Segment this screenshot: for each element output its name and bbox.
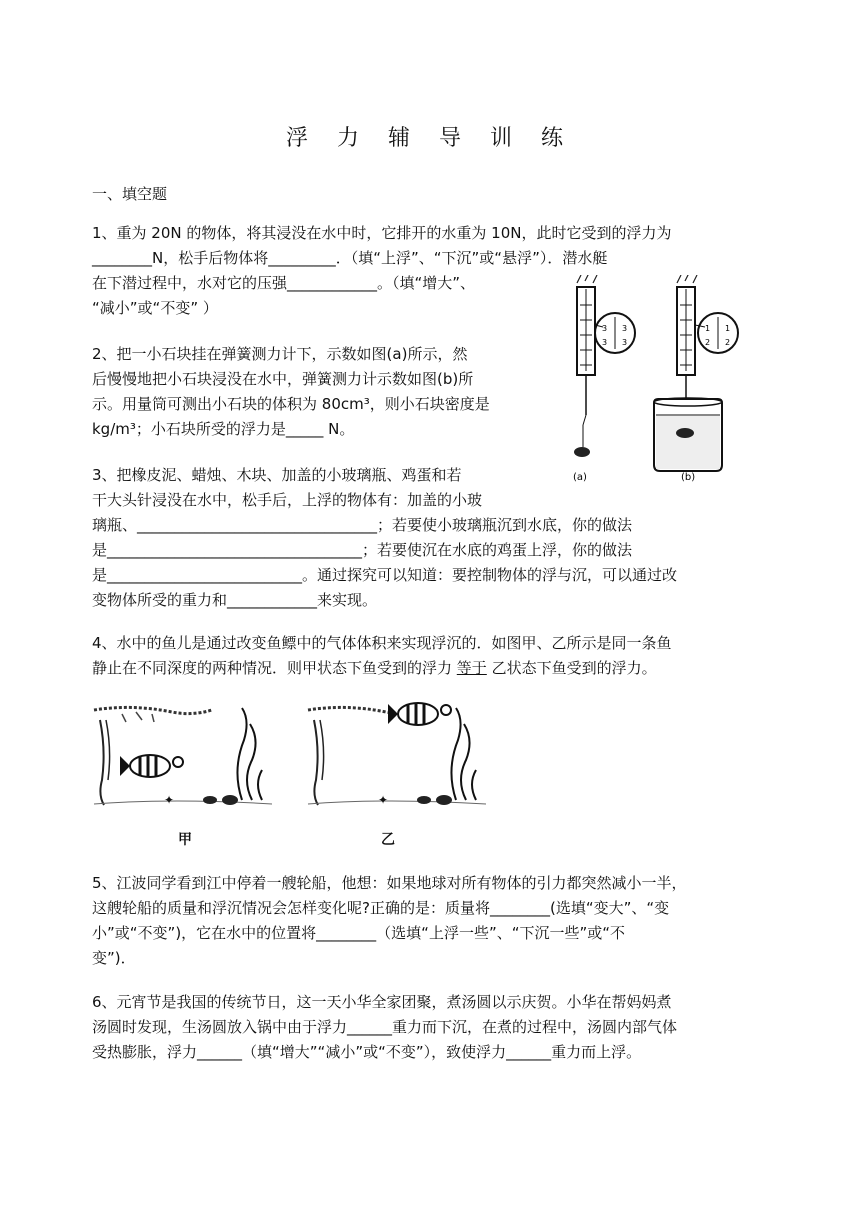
svg-text:✦: ✦: [164, 793, 175, 807]
fish-icon: [120, 755, 183, 777]
q3-line-3: 璃瓶、________________________________；若要使小玻璃瓶沉到水底，你的做法: [92, 516, 633, 534]
q4-line-2-after: 乙状态下鱼受到的浮力。: [486, 659, 657, 677]
q5-line-2: 这艘轮船的质量和浮沉情况会怎样变化呢?正确的是：质量将________(选填“变大”、“变: [92, 899, 670, 917]
q6-line-1: 6、元宵节是我国的传统节日，这一天小华全家团聚，煮汤圆以示庆贺。小华在帮妈妈煮: [92, 993, 672, 1011]
label-a: (a): [573, 472, 587, 483]
q3-line-2: 干大头针浸没在水中，松手后，上浮的物体有：加盖的小玻: [92, 491, 483, 509]
section-heading: 一、填空题: [92, 185, 168, 203]
q2-line-3: 示。用量筒可测出小石块的体积为 80cm³，则小石块密度是: [92, 395, 490, 413]
q2-line-1: 2、把一小石块挂在弹簧测力计下，示数如图(a)所示，然: [92, 345, 468, 363]
q5-line-4: 变”)．: [92, 949, 136, 967]
q5-line-3: 小”或“不变”)，它在水中的位置将________（选填“上浮一些”、“下沉一些”或“不: [92, 924, 626, 942]
q6-line-2: 汤圆时发现，生汤圆放入锅中由于浮力______重力而下沉，在煮的过程中，汤圆内部气体: [92, 1018, 678, 1036]
svg-text:1: 1: [705, 324, 711, 333]
svg-text:✦: ✦: [378, 793, 389, 807]
caption-jia: 甲: [178, 832, 192, 848]
q3-line-1: 3、把橡皮泥、蜡烛、木块、加盖的小玻璃瓶、鸡蛋和若: [92, 466, 462, 484]
svg-text:3: 3: [622, 338, 628, 347]
q4-line-2: [92, 656, 657, 680]
q2-line-4: kg/m³；小石块所受的浮力是_____ N。: [92, 420, 355, 438]
q1-line-4: “减小”或“不变” ）: [92, 299, 218, 317]
q1-line-2: ________N，松手后物体将_________．（填“上浮”、“下沉”或“悬浮”）．潜水艇: [92, 249, 608, 267]
q4-answer: 等于: [456, 659, 487, 677]
svg-text:3: 3: [602, 338, 608, 347]
q1-line-3: 在下潜过程中，水对它的压强____________。（填“增大”、: [92, 274, 476, 292]
spring-balance-figure: [555, 275, 765, 490]
spring-balance-a: [574, 275, 635, 457]
fish-scene-yi: [308, 703, 486, 807]
page-title: 浮 力 辅 导 训 练: [286, 126, 574, 151]
svg-text:2: 2: [725, 338, 731, 347]
q2-line-2: 后慢慢地把小石块浸没在水中，弹簧测力计示数如图(b)所: [92, 370, 474, 388]
q4-line-1: 4、水中的鱼儿是通过改变鱼鳔中的气体体积来实现浮沉的．如图甲、乙所示是同一条鱼: [92, 634, 672, 652]
q4-line-2-before: 静止在不同深度的两种情况．则甲状态下鱼受到的浮力: [92, 659, 457, 677]
svg-text:3: 3: [622, 324, 628, 333]
q6-line-3: 受热膨胀，浮力______（填“增大”“减小”或“不变”），致使浮力______重力而上浮。: [92, 1043, 642, 1061]
fish-scene-jia: [94, 707, 272, 807]
q1-line-1: 1、重为 20N 的物体，将其浸没在水中时，它排开的水重为 10N，此时它受到的浮力为: [92, 224, 672, 242]
q3-line-5: 是__________________________。通过探究可以知道：要控制物体的浮与沉，可以通过改: [92, 566, 678, 584]
svg-text:3: 3: [602, 324, 608, 333]
label-b: (b): [681, 472, 696, 483]
svg-text:2: 2: [705, 338, 711, 347]
caption-yi: 乙: [381, 832, 395, 848]
q5-line-1: 5、江波同学看到江中停着一艘轮船，他想：如果地球对所有物体的引力都突然减小一半，: [92, 874, 687, 892]
fish-icon: [388, 703, 451, 725]
q3-line-6: 变物体所受的重力和____________来实现。: [92, 591, 378, 609]
q3-line-4: 是__________________________________；若要使沉在水底的鸡蛋上浮，你的做法: [92, 541, 633, 559]
fish-figures: [92, 700, 492, 815]
svg-text:1: 1: [725, 324, 731, 333]
spring-balance-b: [654, 275, 738, 471]
